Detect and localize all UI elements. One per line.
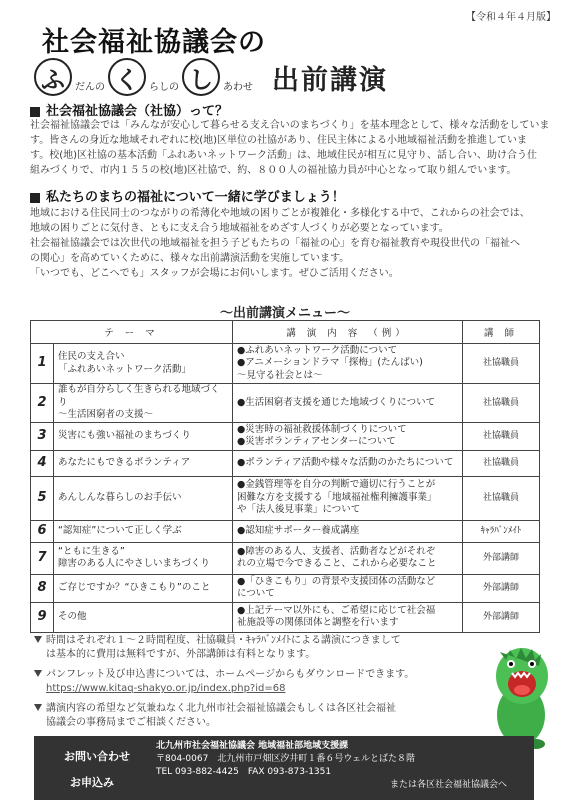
row-theme: 誰もが自分らしく生きられる地域づくり ～生活困窮者の支援～ <box>54 384 233 423</box>
title-line2 <box>34 55 388 99</box>
table-row <box>31 602 540 632</box>
row-lecturer: 社協職員 <box>463 422 540 450</box>
row-theme: あなたにもできるボランティア <box>54 450 233 476</box>
circle-ku: く <box>108 58 146 96</box>
table-row <box>31 422 540 450</box>
row-content: ●金銭管理等を自分の判断で適切に行うことが 困難な方を支援する「地域福祉権利擁護事業」 や「法人後見事業」について <box>233 476 463 520</box>
square-bullet-icon <box>30 107 40 117</box>
row-theme: 災害にも強い福祉のまちづくり <box>54 422 233 450</box>
phone-fax: TEL 093-882-4425 FAX 093-873-1351 <box>156 767 332 777</box>
section1-line: 組みづくりで、市内１５５の校(地)区社協で、約、８００人の福祉協力員が中心となって取り組んでいます。 <box>30 165 517 176</box>
table-row <box>31 384 540 423</box>
header-lecturer: 講 師 <box>463 321 540 344</box>
section1-line: す。校(地)区社協の基本活動「ふれあいネットワーク活動」は、地域住民が相互に見守り、話し合い、助け合う仕 <box>30 150 538 161</box>
row-number: 8 <box>31 574 54 602</box>
triangle-bullet-icon <box>34 704 42 711</box>
title-small-shi: あわせ <box>223 82 253 93</box>
header-theme: テ ー マ <box>31 321 233 344</box>
row-lecturer: 外部講師 <box>463 602 540 632</box>
row-lecturer: 社協職員 <box>463 450 540 476</box>
section1-line: 社会福祉協議会では「みんなが安心して暮らせる支え合いのまちづくり」を基本理念として、様々な活動をしていま <box>30 120 550 131</box>
section2-line: 社会福祉協議会では次世代の地域福祉を担う子どもたちの「福祉の心」を育む福祉教育や現役世代の「福祉へ <box>30 238 520 249</box>
triangle-bullet-icon <box>34 670 42 677</box>
row-number: 3 <box>31 422 54 450</box>
table-row <box>31 520 540 542</box>
row-number: 5 <box>31 476 54 520</box>
header-content: 講 演 内 容 （例） <box>233 321 463 344</box>
note-1-cont: は基本的に費用は無料ですが、外部講師は有料となります。 <box>46 649 316 660</box>
table-row <box>31 476 540 520</box>
table-row <box>31 344 540 384</box>
circle-fu: ふ <box>34 58 72 96</box>
row-number: 6 <box>31 520 54 542</box>
footer-contact <box>34 736 534 800</box>
lecture-menu-table <box>30 320 540 633</box>
table-row <box>31 574 540 602</box>
row-lecturer: 社協職員 <box>463 476 540 520</box>
row-theme: 住民の支え合い 「ふれあいネットワーク活動」 <box>54 344 233 384</box>
address: 〒804-0067 北九州市戸畑区汐井町１番６号ウェルとばた８階 <box>156 754 415 764</box>
row-theme: その他 <box>54 602 233 632</box>
section2-line: 「いつでも、どこへでも」スタッフが会場にお伺いします。ぜひご活用ください。 <box>30 268 399 279</box>
row-content: ●認知症サポーター養成講座 <box>233 520 463 542</box>
row-number: 7 <box>31 542 54 574</box>
footer-left <box>34 736 154 800</box>
row-lecturer: 外部講師 <box>463 542 540 574</box>
table-row <box>31 450 540 476</box>
row-number: 4 <box>31 450 54 476</box>
row-lecturer: ｷｬﾗﾊﾞﾝﾒｲﾄ <box>463 520 540 542</box>
section1-body <box>30 118 550 178</box>
note-2: パンフレット及び申込書については、ホームページからもダウンロードできます。 <box>34 668 484 682</box>
circle-shi: し <box>182 58 220 96</box>
note-3: 講演内容の希望など気兼ねなく北九州市社会福祉協議会もしくは各区社会福祉 <box>34 702 484 716</box>
note-1: 時間はそれぞれ１～２時間程度、社協職員・ｷｬﾗﾊﾞﾝﾒｲﾄによる講演につきまして <box>34 634 484 648</box>
row-content: ●障害のある人、支援者、活動者などがそれぞ れの立場で今できること、これから必要なこと <box>233 542 463 574</box>
apply-label: お申込み <box>70 776 114 789</box>
section1-heading: 社会福祉協議会（社協）って？ <box>30 100 228 119</box>
section2-line: 地域の困りごとに気付き、ともに支え合う地域福祉をめざす人づくりが必要となっています。 <box>30 223 449 234</box>
or-ward: または各区社会福祉協議会へ <box>390 780 508 790</box>
org-name: 北九州市社会福祉協議会 地域福祉部地域支援課 <box>156 741 349 751</box>
notes <box>34 634 484 730</box>
row-lecturer: 社協職員 <box>463 384 540 423</box>
row-lecturer: 社協職員 <box>463 344 540 384</box>
row-theme: “認知症”について正しく学ぶ <box>54 520 233 542</box>
footer-right <box>156 736 507 792</box>
row-theme: “ともに生きる” 障害のある人にやさしいまちづくり <box>54 542 233 574</box>
dinosaur-mascot-icon <box>486 640 556 750</box>
section2-line: 地域における住民同士のつながりの希薄化や地域の困りごとが複雑化・多様化する中で、これからの社会では、 <box>30 208 530 219</box>
section1-line: す。皆さんの身近な地域それぞれに校(地)区単位の社協があり、住民主体による小地域福祉活動を推進していま <box>30 135 528 146</box>
row-content: ●「ひきこもり」の背景や支援団体の活動など について <box>233 574 463 602</box>
title-line1: 社会福祉協議会の <box>42 27 266 58</box>
row-number: 9 <box>31 602 54 632</box>
title-main: 出前講演 <box>272 64 388 96</box>
triangle-bullet-icon <box>34 636 42 643</box>
menu-title: ～出前講演メニュー～ <box>219 306 350 321</box>
edition-date: 【令和４年４月版】 <box>466 12 556 23</box>
row-content: ●災害時の福祉救援体制づくりについて ●災害ボランティアセンターについて <box>233 422 463 450</box>
download-link[interactable]: https://www.kitaq-shakyo.or.jp/index.php?id=68 <box>46 683 286 694</box>
note-3-cont: 協議会の事務局までご相談ください。 <box>46 717 216 728</box>
square-bullet-icon <box>30 193 40 203</box>
row-content: ●ボランティア活動や様々な活動のかたちについて <box>233 450 463 476</box>
row-theme: あんしんな暮らしのお手伝い <box>54 476 233 520</box>
row-content: ●ふれあいネットワーク活動について ●アニメーションドラマ「探梅」(たんばい) ～見守る社会とは～ <box>233 344 463 384</box>
row-number: 1 <box>31 344 54 384</box>
section2-line: の関心」を高めていくために、様々な出前講演活動を実施しています。 <box>30 253 350 264</box>
row-number: 2 <box>31 384 54 423</box>
contact-label: お問い合わせ <box>64 750 130 763</box>
row-lecturer: 外部講師 <box>463 574 540 602</box>
row-content: ●生活困窮者支援を通じた地域づくりについて <box>233 384 463 423</box>
title-small-fu: だんの <box>75 82 105 93</box>
title-small-ku: らしの <box>149 82 179 93</box>
row-content: ●上記テーマ以外にも、ご希望に応じて社会福 祉施設等の関係団体と調整を行います <box>233 602 463 632</box>
row-theme: ご存じですか？“ひきこもり”のこと <box>54 574 233 602</box>
section2-heading: 私たちのまちの福祉について一緒に学びましょう！ <box>30 186 345 205</box>
table-row <box>31 542 540 574</box>
table-header-row <box>31 321 540 344</box>
section2-body <box>30 206 550 281</box>
